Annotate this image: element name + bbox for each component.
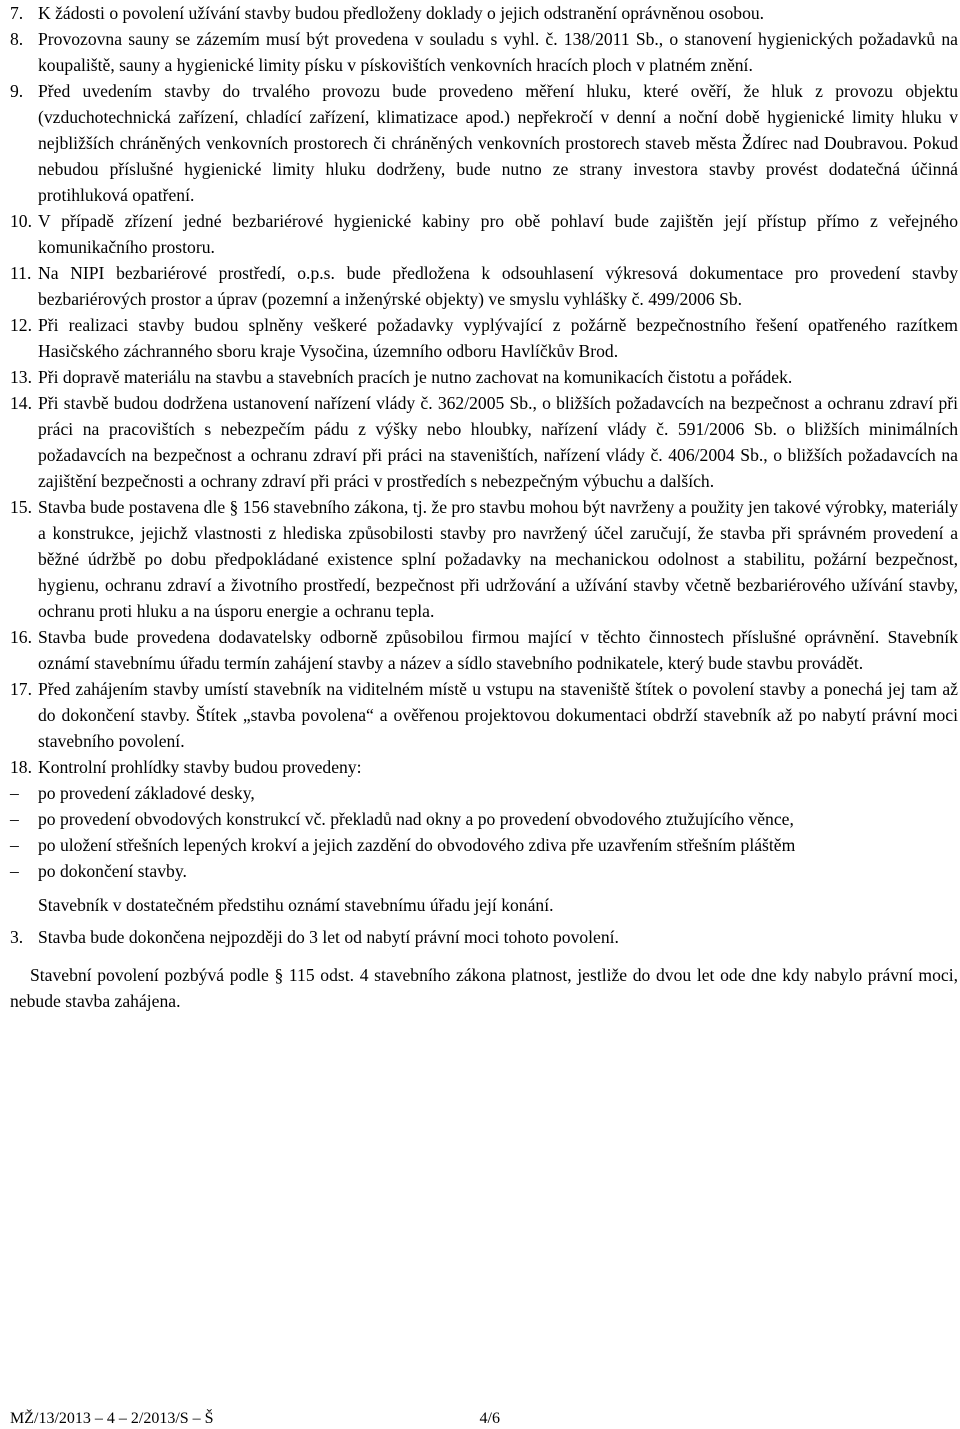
inspection-note: Stavebník v dostatečném předstihu oznámí stavebnímu úřadu její konání. <box>38 895 554 915</box>
footer-reference: MŽ/13/2013 – 4 – 2/2013/S – Š <box>10 1410 214 1427</box>
item-number: 18. <box>10 757 32 777</box>
document-body <box>10 0 958 1014</box>
item-number: 11. <box>10 263 32 283</box>
item-text: Kontrolní prohlídky stavby budou provedeny: <box>38 757 362 777</box>
list-item <box>10 364 958 390</box>
list-item <box>10 624 958 676</box>
dash-bullet: – <box>10 835 19 855</box>
list-item <box>10 754 958 780</box>
list-item <box>10 78 958 208</box>
list-item <box>10 312 958 364</box>
dash-list-item <box>10 806 958 832</box>
item-number: 14. <box>10 393 32 413</box>
dash-item-text: po uložení střešních lepených krokví a jejich zazdění do obvodového zdiva pře uzavřením střešním pláštěm <box>38 835 796 855</box>
dash-bullet: – <box>10 809 19 829</box>
page-footer <box>10 1409 500 1429</box>
item-text: Při realizaci stavby budou splněny veškeré požadavky vyplývající z požárně bezpečnostního řešení opatřeného razítkem Hasičského záchranného sboru kraje Vysočina, územního odboru Havlíčkův Brod. <box>38 315 958 361</box>
item-text: Stavba bude dokončena nejpozději do 3 let od nabytí právní moci tohoto povolení. <box>38 927 619 947</box>
list-item <box>10 26 958 78</box>
item-number: 7. <box>10 3 24 23</box>
dash-list-item <box>10 832 958 858</box>
item-number: 3. <box>10 927 24 947</box>
list-item <box>10 0 958 26</box>
item-number: 8. <box>10 29 24 49</box>
item-text: Na NIPI bezbariérové prostředí, o.p.s. bude předložena k odsouhlasení výkresová dokumentace pro provedení stavby bezbariérových prostor a úprav (pozemní a inženýrské objekty) ve smyslu vyhlášky č. 499/2006 Sb. <box>38 263 958 309</box>
item-text: K žádosti o povolení užívání stavby budou předloženy doklady o jejich odstranění oprávněnou osobou. <box>38 3 765 23</box>
dash-list-item <box>10 780 958 806</box>
closing-paragraph: Stavební povolení pozbývá podle § 115 odst. 4 stavebního zákona platnost, jestliže do dvou let ode dne kdy nabylo právní moci, nebude stavba zahájena. <box>10 965 958 1011</box>
item-text: Provozovna sauny se zázemím musí být provedena v souladu s vyhl. č. 138/2011 Sb., o stanovení hygienických požadavků na koupaliště, sauny a hygienické limity písku v pískovištích venkovních hracích ploch v platném znění. <box>38 29 958 75</box>
list-item <box>10 924 958 950</box>
item-text: Při dopravě materiálu na stavbu a stavebních pracích je nutno zachovat na komunikacích čistotu a pořádek. <box>38 367 793 387</box>
list-item <box>10 390 958 494</box>
list-item <box>10 494 958 624</box>
item-number: 12. <box>10 315 32 335</box>
dash-list-item <box>10 858 958 884</box>
item-text: Před zahájením stavby umístí stavebník na viditelném místě u vstupu na staveniště štítek o povolení stavby a ponechá jej tam až do dokončení stavby. Štítek „stavba povolena“ a ověřenou projektovou dokumentaci obdrží stavebník až po nabytí právní moci stavebního povolení. <box>38 679 958 751</box>
item-number: 10. <box>10 211 32 231</box>
item-number: 17. <box>10 679 32 699</box>
list-item <box>10 260 958 312</box>
item-text: Před uvedením stavby do trvalého provozu bude provedeno měření hluku, které ověří, že hluk z provozu objektu (vzduchotechnická zařízení, chladící zařízení, klimatizace apod.) nepřekročí v denní a noční době hygienické limity hluku v nejbližších chráněných venkovních prostorech či chráněných venkovních prostorech staveb města Ždírec nad Doubravou. Pokud nebudou příslušné hygienické limity hluku dodrženy, bude nutno ze strany investora stavby provést dodatečná účinná protihluková opatření. <box>38 81 958 205</box>
item-text: Při stavbě budou dodržena ustanovení nařízení vlády č. 362/2005 Sb., o bližších požadavcích na bezpečnost a ochranu zdraví při práci na pracovištích s nebezpečím pádu z výšky nebo hloubky, nařízení vlády č. 591/2006 Sb. o bližších minimálních požadavcích na bezpečnost a ochranu zdraví při práci na staveništích, nařízení vlády č. 406/2004 Sb., o bližších požadavcích na zajištění bezpečnosti a ochrany zdraví při práci v prostředích s nebezpečným výbuchu a dalších. <box>38 393 958 491</box>
item-text: Stavba bude postavena dle § 156 stavebního zákona, tj. že pro stavbu mohou být navrženy a použity jen takové výrobky, materiály a konstrukce, jejichž vlastnosti z hlediska způsobilosti stavby pro navržený účel zaručují, že stavba při správném provedení a běžné údržbě po dobu předpokládané existence splní požadavky na mechanickou odolnost a stabilitu, požární bezpečnost, hygienu, ochranu zdraví a životního prostředí, bezpečnost při udržování a užívání stavby včetně bezbariérového užívání stavby, ochranu proti hluku a na úsporu energie a ochranu tepla. <box>38 497 958 621</box>
dash-bullet: – <box>10 783 19 803</box>
list-item <box>10 676 958 754</box>
dash-item-text: po dokončení stavby. <box>38 861 187 881</box>
dash-item-text: po provedení obvodových konstrukcí vč. překladů nad okny a po provedení obvodového ztužujícího věnce, <box>38 809 794 829</box>
list-item <box>10 208 958 260</box>
item-number: 16. <box>10 627 32 647</box>
item-text: V případě zřízení jedné bezbariérové hygienické kabiny pro obě pohlaví bude zajištěn její přístup přímo z veřejného komunikačního prostoru. <box>38 211 958 257</box>
dash-item-text: po provedení základové desky, <box>38 783 255 803</box>
item-number: 9. <box>10 81 24 101</box>
item-number: 13. <box>10 367 32 387</box>
dash-bullet: – <box>10 861 19 881</box>
page-number: 4/6 <box>479 1410 500 1427</box>
item-text: Stavba bude provedena dodavatelsky odborně způsobilou firmou mající v těchto činnostech příslušné oprávnění. Stavebník oznámí stavebnímu úřadu termín zahájení stavby a název a sídlo stavebního podnikatele, který bude stavbu provádět. <box>38 627 958 673</box>
item-number: 15. <box>10 497 32 517</box>
